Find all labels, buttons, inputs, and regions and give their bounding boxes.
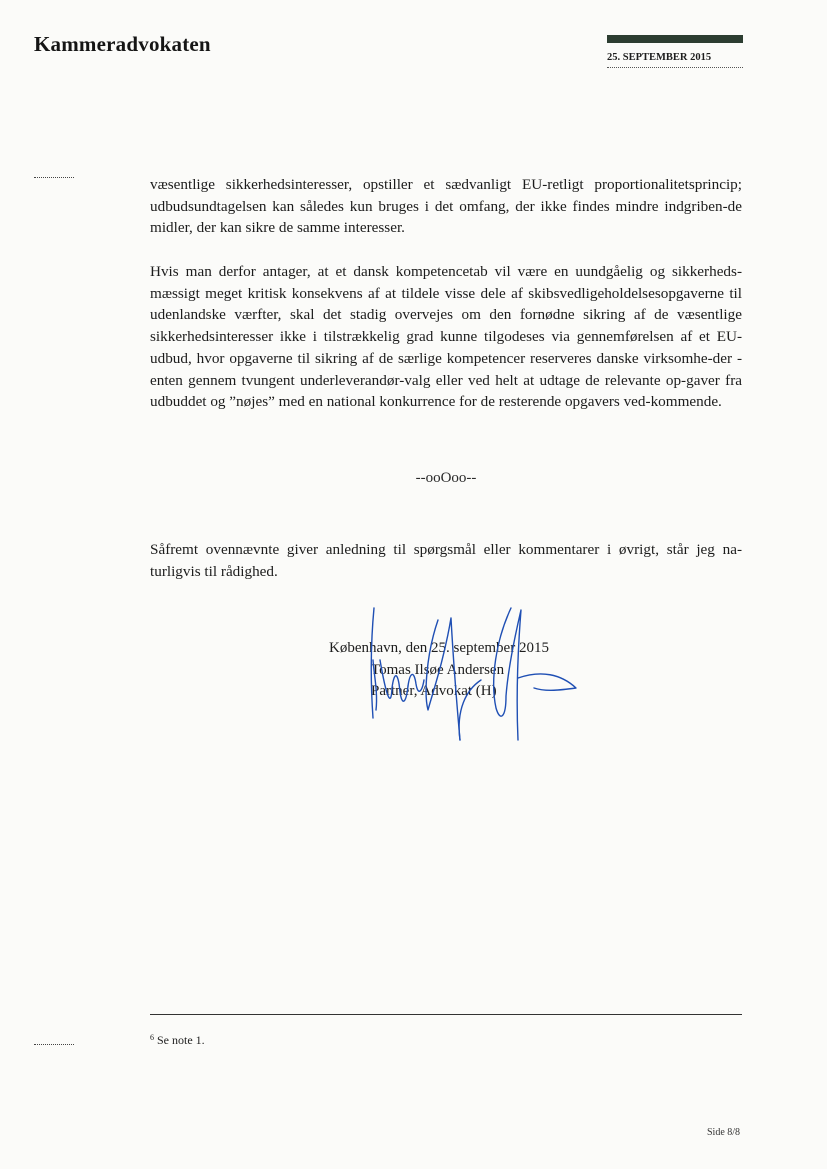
margin-marker-bottom <box>34 1044 74 1045</box>
document-date: 25. SEPTEMBER 2015 <box>607 52 712 63</box>
header-date-block <box>607 35 743 68</box>
signatory-title: Partner, Advokat (H) <box>371 683 497 699</box>
signatory-name: Tomas Ilsøe Andersen <box>371 661 505 678</box>
body-paragraph-3: Såfremt ovennævnte giver anledning til spørgsmål eller kommentarer i øvrigt, står jeg na-turligvis til rådighed. <box>150 541 742 580</box>
body-paragraph-2: Hvis man derfor antager, at et dansk kompetencetab vil være en uundgåelig og sikkerheds-mæssigt meget kritisk konsekvens af at tildele visse dele af skibsvedligeholdelsesopgaverne til udenlandske værfter, skal det stadig overvejes om den fornødne sikring af de væsentlige sikkerhedsinteresser ikke i tilstrækkelig grad kunne tilgodeses via gennemførelsen af et EU-udbud, hvor opgaverne til sikring af de særlige kompetencer reserveres danske virksomhe-der - enten gennem tvungent underleverandør-valg eller ved helt at udtage de relevante op-gaver fra udbuddet og ”nøjes” med en national konkurrence for de resterende opgavers ved-kommende. <box>150 263 742 411</box>
footnote-number: 6 <box>150 1033 154 1042</box>
date-underline <box>607 67 743 68</box>
place-and-date: København, den 25. september 2015 <box>329 640 549 656</box>
header-bar <box>607 35 743 43</box>
page-number: Side 8/8 <box>707 1127 741 1138</box>
section-separator: --ooOoo-- <box>415 470 477 486</box>
handwritten-signature <box>356 600 586 745</box>
body-paragraph-1: væsentlige sikkerhedsinteresser, opstiller et sædvanligt EU-retligt proportionalitetsprincip; udbudsundtagelsen kan således kun bruges i det omfang, der ikke findes mindre indgriben-de midler, der kan sikre de samme interesser. <box>150 176 742 237</box>
margin-marker-top <box>34 177 74 178</box>
footnote-divider <box>150 1014 742 1015</box>
footnote <box>150 1033 205 1048</box>
firm-name: Kammeradvokaten <box>34 32 211 56</box>
footnote-text: Se note 1. <box>157 1033 205 1047</box>
